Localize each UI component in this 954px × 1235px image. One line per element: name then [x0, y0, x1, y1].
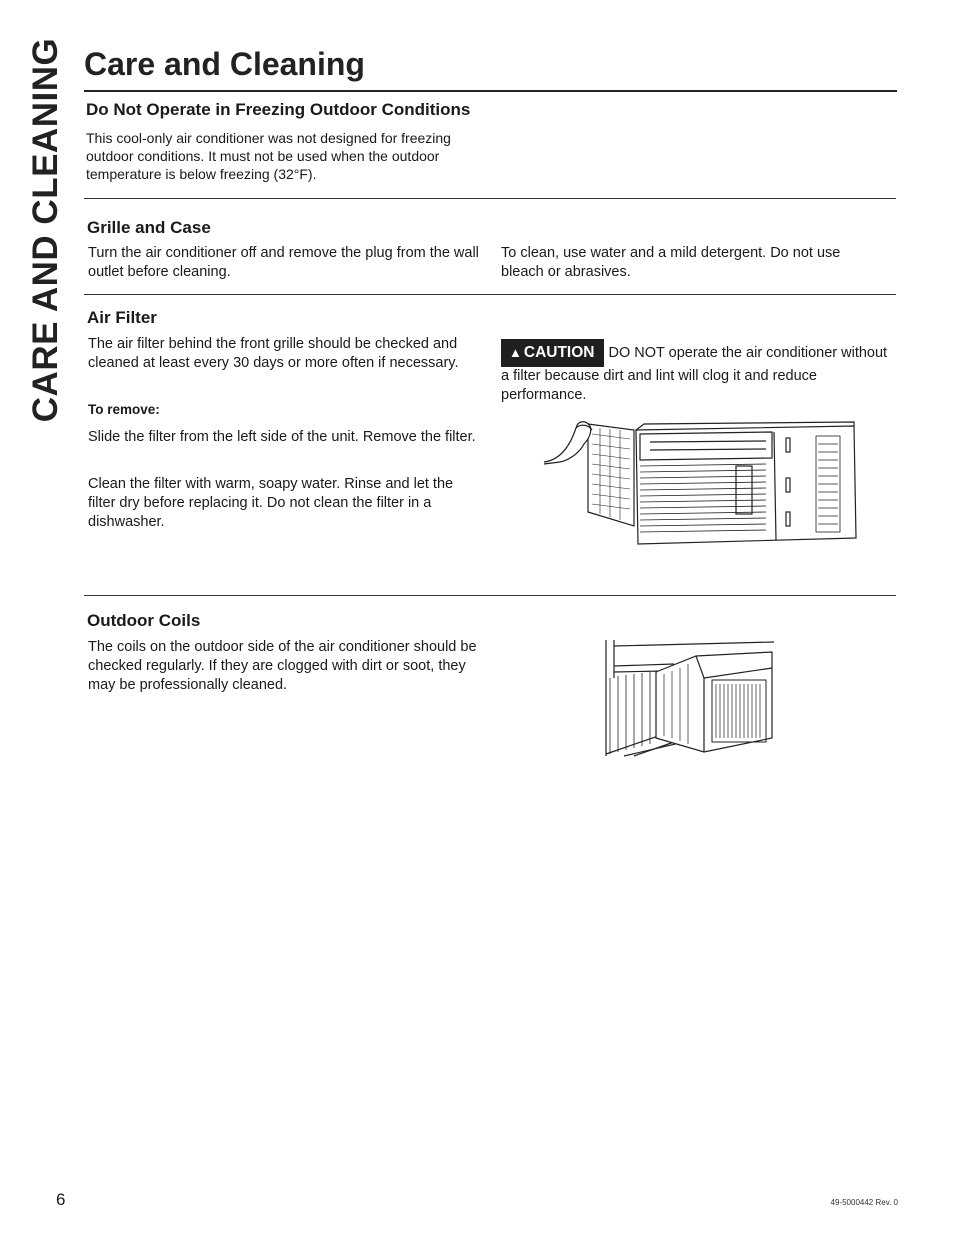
- warning-icon: ▲: [509, 345, 522, 360]
- section-divider: [84, 595, 896, 596]
- side-tab-label: CARE AND CLEANING: [26, 37, 65, 423]
- grille-heading: Grille and Case: [87, 218, 211, 237]
- to-remove-label: To remove:: [88, 402, 160, 417]
- freezing-heading: Do Not Operate in Freezing Outdoor Conditions: [86, 100, 471, 119]
- title-rule: [84, 90, 897, 92]
- section-divider: [84, 294, 896, 295]
- grille-right-text: To clean, use water and a mild detergent. Do not use bleach or abrasives.: [501, 245, 841, 280]
- caution-badge: [501, 339, 604, 367]
- caution-text: DO NOT operate the air conditioner without a filter because dirt and lint will clog it and reduce performance.: [501, 345, 888, 403]
- caution-block: [501, 339, 896, 405]
- document-code: 49-5000442 Rev. 0: [830, 1198, 898, 1207]
- page-title: Care and Cleaning: [84, 46, 365, 82]
- grille-left-text: Turn the air conditioner off and remove the plug from the wall outlet before cleaning.: [88, 245, 479, 280]
- air-conditioner-filter-illustration: [540, 412, 860, 550]
- filter-step-1: Slide the filter from the left side of the unit. Remove the filter.: [88, 429, 476, 445]
- filter-intro: The air filter behind the front grille should be checked and cleaned at least every 30 days or more often if necessary.: [88, 336, 459, 371]
- freezing-body: This cool-only air conditioner was not designed for freezing outdoor conditions. It must not be used when the outdoor temperature is below freezing (32°F).: [86, 130, 451, 182]
- coils-body: The coils on the outdoor side of the air conditioner should be checked regularly. If they are clogged with dirt or soot, they may be professionally cleaned.: [88, 639, 477, 693]
- filter-heading: Air Filter: [87, 308, 157, 327]
- page-number: 6: [56, 1190, 66, 1209]
- side-tab: [24, 37, 68, 423]
- section-divider: [84, 198, 896, 199]
- coils-heading: Outdoor Coils: [87, 611, 201, 630]
- outdoor-coils-illustration: [604, 638, 786, 758]
- filter-step-2: Clean the filter with warm, soapy water. Rinse and let the filter dry before replacing it. Do not clean the filter in a dishwasher.: [88, 476, 454, 530]
- caution-label: CAUTION: [523, 344, 595, 361]
